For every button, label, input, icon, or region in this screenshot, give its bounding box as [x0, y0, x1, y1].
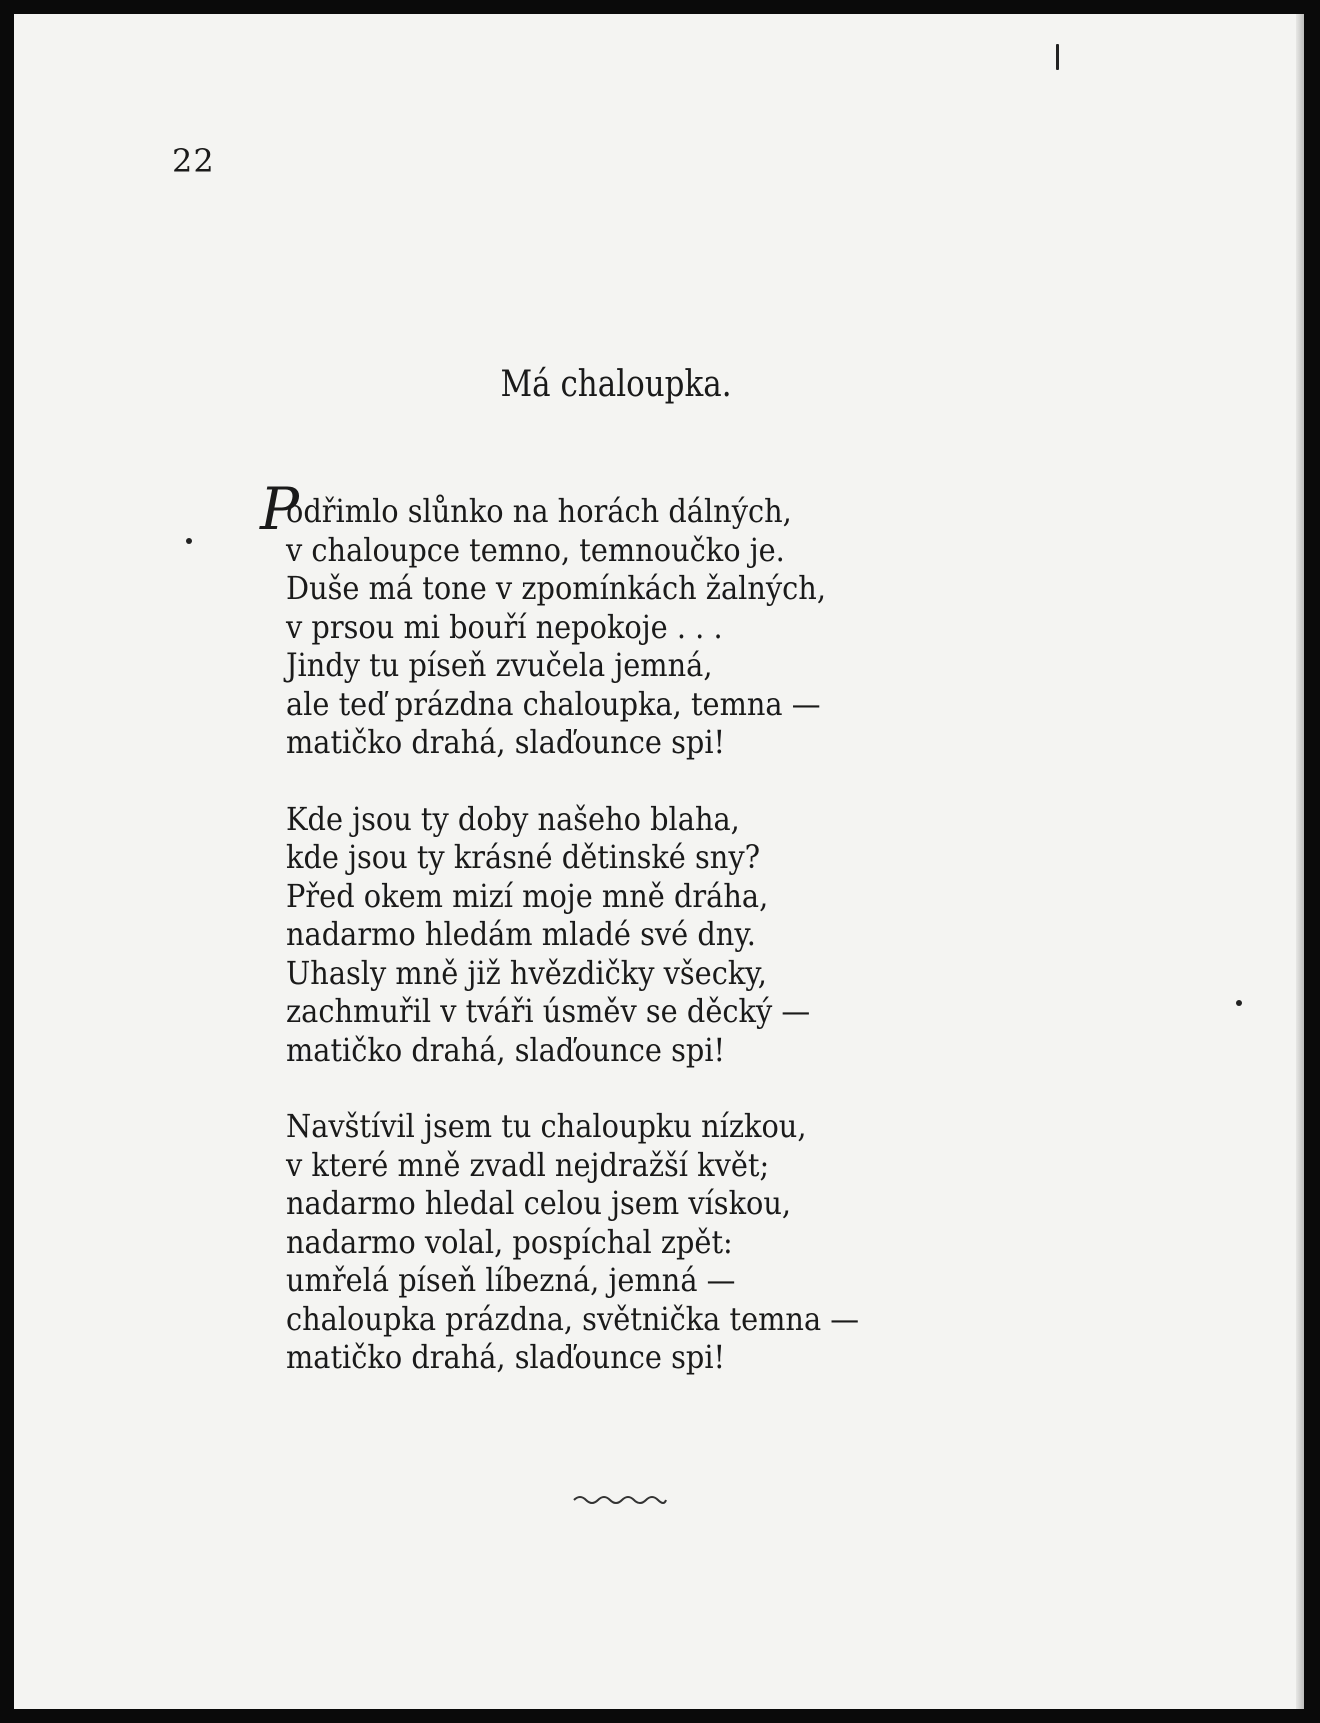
poem-line: Duše má tone v zpomínkách žalných,: [286, 569, 827, 607]
poem-line: nadarmo hledám mladé své dny.: [286, 915, 756, 953]
wavy-ornament: [572, 1494, 668, 1506]
poem-line: matičko drahá, slaďounce spi!: [286, 1030, 726, 1069]
page-edge: [1296, 14, 1304, 1709]
stanza-1: [286, 492, 1046, 762]
poem-line: Jindy tu píseň zvučela jemná,: [286, 646, 713, 684]
drop-cap: P: [260, 475, 300, 543]
poem-line: nadarmo hledal celou jsem vískou,: [286, 1184, 792, 1222]
stanza-3: [286, 1107, 1046, 1377]
poem-line: v chaloupce temno, temnoučko je.: [286, 530, 785, 569]
poem-line: Navštívil jsem tu chaloupku nízkou,: [286, 1107, 807, 1145]
poem-line: matičko drahá, slaďounce spi!: [286, 723, 726, 761]
poem-line: umřelá píseň líbezná, jemná —: [286, 1261, 736, 1299]
poem-line: Uhasly mně již hvězdičky všecky,: [286, 953, 767, 992]
poem-line: Před okem mizí moje mně dráha,: [286, 876, 769, 915]
poem-body: [286, 492, 1046, 1415]
poem-line: chaloupka prázdna, světnička temna —: [286, 1299, 860, 1338]
poem-line: Kde jsou ty doby našeho blaha,: [286, 799, 740, 838]
poem-line: odřimlo slůnko na horách dálných,: [286, 492, 792, 530]
poem-line: nadarmo volal, pospíchal zpět:: [286, 1222, 733, 1261]
stanza-2: [286, 800, 1046, 1070]
poem-line: zachmuřil v tváři úsměv se děcký —: [286, 992, 811, 1030]
poem-line: v prsou mi bouří nepokoje . . .: [286, 607, 723, 646]
poem-line: v které mně zvadl nejdražší květ;: [286, 1145, 770, 1184]
poem-line: kde jsou ty krásné dětinské sny?: [286, 838, 761, 876]
speck-mark: [186, 538, 192, 544]
poem-line: ale teď prázdna chaloupka, temna —: [286, 684, 821, 723]
poem-title: Má chaloupka.: [500, 364, 732, 405]
book-page: [14, 14, 1304, 1709]
speck-mark: [1236, 1000, 1242, 1006]
page-number: 22: [172, 142, 215, 180]
poem-line: matičko drahá, slaďounce spi!: [286, 1338, 726, 1376]
speck-mark: [1056, 44, 1059, 70]
